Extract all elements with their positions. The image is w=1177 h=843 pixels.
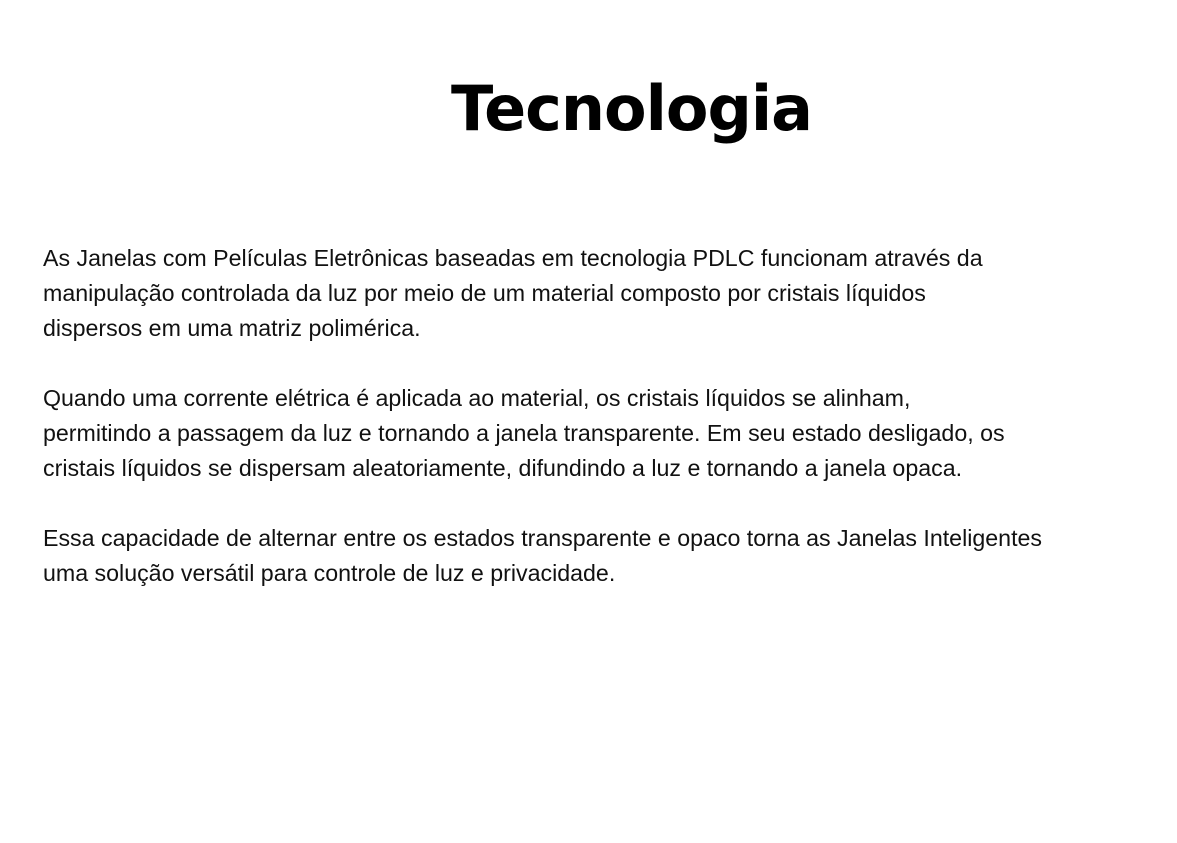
paragraph-pdlc-intro: As Janelas com Películas Eletrônicas baseadas em tecnologia PDLC funcionam através da manipulação controlada da luz por meio de um material composto por cristais líquidos dispersos em uma matriz polimérica. — [43, 245, 983, 341]
slide-title: Tecnologia — [451, 72, 812, 145]
paragraph-operation: Quando uma corrente elétrica é aplicada ao material, os cristais líquidos se alinham, permitindo a passagem da luz e tornando a janela transparente. Em seu estado desligado, os cristais líquidos se dispersam aleatoriamente, difundindo a luz e tornando a janela opaca. — [43, 385, 1005, 481]
paragraph-benefits: Essa capacidade de alternar entre os estados transparente e opaco torna as Janelas Inteligentes uma solução versátil para controle de luz e privacidade. — [43, 525, 1042, 586]
slide-body — [43, 241, 1173, 626]
